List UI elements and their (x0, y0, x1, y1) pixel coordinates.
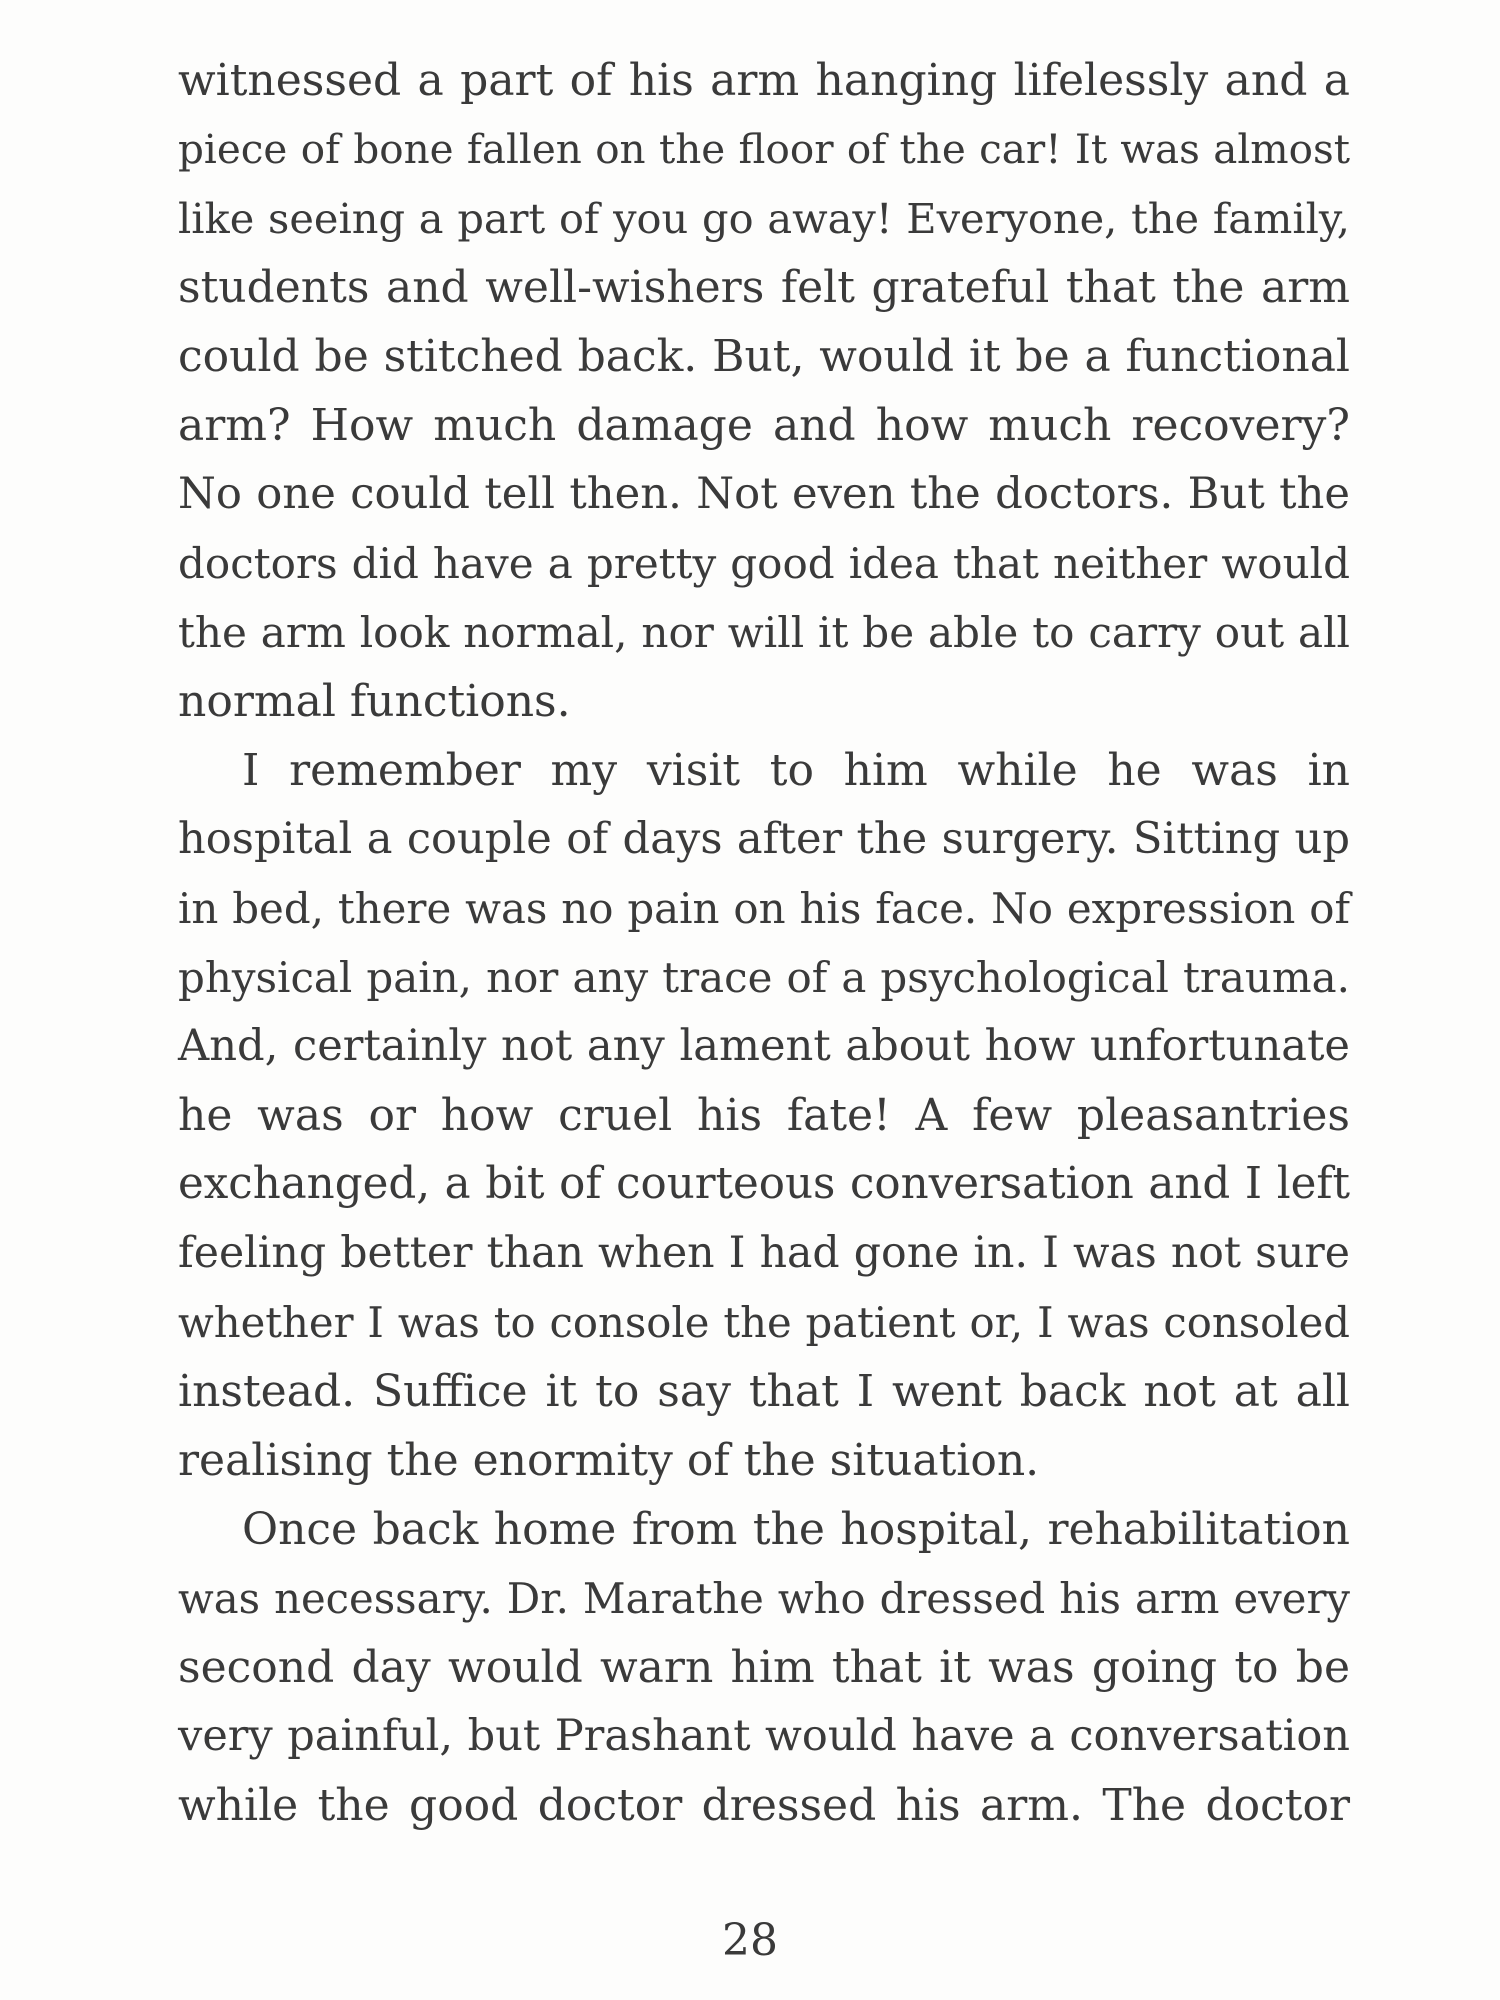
text-line: he was or how cruel his fate! A few pleasantries (178, 1090, 1350, 1141)
text-line: No one could tell then. Not even the doctors. But the (178, 469, 1350, 519)
text-line: instead. Suffice it to say that I went back not at all (178, 1366, 1350, 1417)
page-number: 28 (722, 1915, 778, 1966)
text-line: feeling better than when I had gone in. I was not sure (178, 1228, 1350, 1278)
paragraph (178, 1495, 1350, 1840)
text-line: could be stitched back. But, would it be a functional (178, 331, 1350, 382)
text-line: hospital a couple of days after the surgery. Sitting up (178, 814, 1350, 864)
text-line: like seeing a part of you go away! Everyone, the family, (178, 194, 1350, 243)
text-line: arm? How much damage and how much recovery? (178, 400, 1350, 451)
paragraph (178, 736, 1350, 1495)
text-line: doctors did have a pretty good idea that neither would (178, 539, 1350, 588)
body-text (178, 46, 1350, 1840)
text-line: realising the enormity of the situation. (178, 1435, 1040, 1486)
text-line: very painful, but Prashant would have a conversation (178, 1711, 1350, 1761)
text-line: And, certainly not any lament about how unfortunate (178, 1021, 1350, 1071)
text-line: whether I was to console the patient or, I was consoled (178, 1298, 1350, 1347)
paragraph (178, 46, 1350, 736)
text-line: students and well-wishers felt grateful that the arm (178, 262, 1350, 313)
text-line: was necessary. Dr. Marathe who dressed his arm every (178, 1574, 1350, 1623)
text-line: piece of bone fallen on the floor of the car! It was almost (178, 125, 1350, 173)
text-line: exchanged, a bit of courteous conversation and I left (178, 1159, 1350, 1209)
text-line: while the good doctor dressed his arm. The doctor (178, 1780, 1350, 1831)
text-line: physical pain, nor any trace of a psychological trauma. (178, 953, 1350, 1002)
text-line: second day would warn him that it was going to be (178, 1642, 1350, 1693)
text-line: the arm look normal, nor will it be able to carry out all (178, 608, 1350, 657)
text-line: witnessed a part of his arm hanging lifelessly and a (178, 55, 1350, 106)
text-line: I remember my visit to him while he was in (242, 745, 1350, 796)
text-line: normal functions. (178, 676, 571, 727)
text-line: in bed, there was no pain on his face. No expression of (178, 884, 1350, 933)
text-line: Once back home from the hospital, rehabilitation (242, 1504, 1350, 1555)
